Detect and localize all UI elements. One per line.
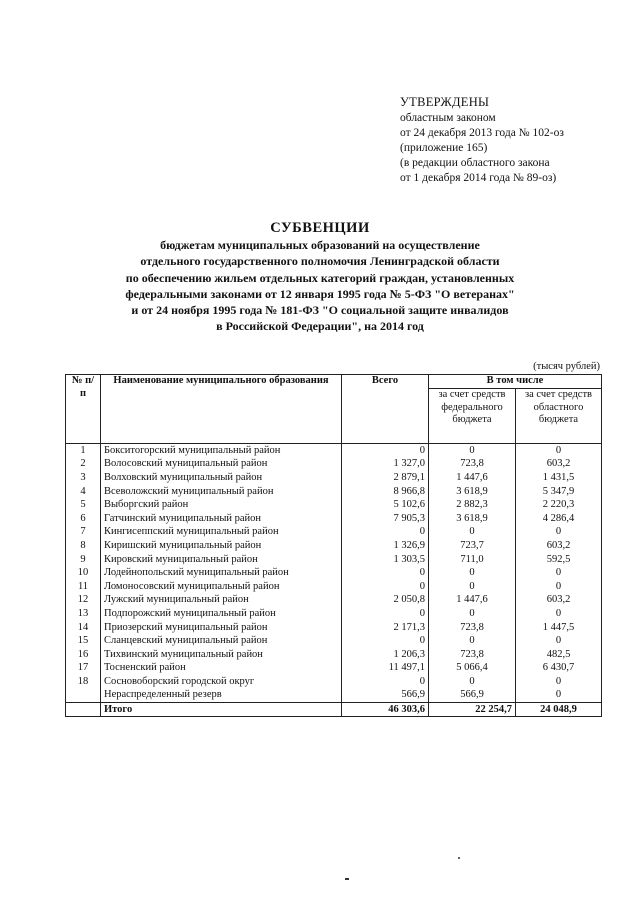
header-num: № п/п [66, 375, 101, 444]
row-number: 9 [66, 553, 101, 567]
row-name: Гатчинский муниципальный район [101, 512, 342, 526]
title-main: СУБВЕНЦИИ [270, 220, 370, 236]
row-total: 1 327,0 [342, 458, 429, 472]
row-regional: 0 [516, 634, 602, 648]
approval-line: от 1 декабря 2014 года № 89-оз) [400, 172, 557, 184]
total-regional: 24 048,9 [516, 703, 602, 717]
row-name: Всеволожский муниципальный район [101, 485, 342, 499]
table-row [66, 621, 602, 635]
row-number [66, 689, 101, 703]
row-federal: 0 [429, 566, 516, 580]
row-regional: 592,5 [516, 553, 602, 567]
row-number: 17 [66, 662, 101, 676]
approval-line: (приложение 165) [400, 142, 488, 154]
table-row [66, 566, 602, 580]
row-regional: 0 [516, 607, 602, 621]
row-federal: 3 618,9 [429, 512, 516, 526]
row-name: Нераспределенный резерв [101, 689, 342, 703]
row-regional: 0 [516, 689, 602, 703]
row-total: 7 905,3 [342, 512, 429, 526]
total-sum: 46 303,6 [342, 703, 429, 717]
subventions-table [65, 374, 602, 717]
header-total: Всего [342, 375, 429, 444]
total-label: Итого [101, 703, 342, 717]
row-regional: 0 [516, 580, 602, 594]
row-total: 2 879,1 [342, 471, 429, 485]
row-total: 2 050,8 [342, 594, 429, 608]
approval-line: областным законом [400, 112, 496, 124]
row-federal: 566,9 [429, 689, 516, 703]
row-total: 0 [342, 444, 429, 458]
table-row [66, 539, 602, 553]
table-row [66, 444, 602, 458]
row-number: 1 [66, 444, 101, 458]
row-name: Лужский муниципальный район [101, 594, 342, 608]
row-number: 11 [66, 580, 101, 594]
title-line: федеральными законами от 12 января 1995 года № 5-ФЗ "О ветеранах" [125, 286, 515, 301]
row-federal: 723,8 [429, 458, 516, 472]
row-name: Сланцевский муниципальный район [101, 634, 342, 648]
row-federal: 0 [429, 634, 516, 648]
row-regional: 603,2 [516, 539, 602, 553]
row-name: Ломоносовский муниципальный район [101, 580, 342, 594]
header-including: В том числе [429, 375, 602, 389]
row-total: 1 326,9 [342, 539, 429, 553]
row-number: 5 [66, 498, 101, 512]
scan-speck [458, 857, 460, 859]
row-total: 0 [342, 607, 429, 621]
row-regional: 1 431,5 [516, 471, 602, 485]
table-row [66, 458, 602, 472]
table-row [66, 634, 602, 648]
row-regional: 0 [516, 675, 602, 689]
table-body [66, 444, 602, 703]
row-regional: 603,2 [516, 458, 602, 472]
title-line: и от 24 ноября 1995 года № 181-ФЗ "О социальной защите инвалидов [131, 303, 509, 318]
row-regional: 6 430,7 [516, 662, 602, 676]
row-number: 12 [66, 594, 101, 608]
row-total: 0 [342, 580, 429, 594]
row-total: 11 497,1 [342, 662, 429, 676]
row-number: 4 [66, 485, 101, 499]
row-name: Кировский муниципальный район [101, 553, 342, 567]
row-total: 1 206,3 [342, 648, 429, 662]
title-line: отдельного государственного полномочия Ленинградской области [140, 254, 500, 269]
row-number: 15 [66, 634, 101, 648]
row-number: 16 [66, 648, 101, 662]
row-name: Волосовский муниципальный район [101, 458, 342, 472]
row-number: 7 [66, 526, 101, 540]
total-num [66, 703, 101, 717]
row-regional: 4 286,4 [516, 512, 602, 526]
row-federal: 2 882,3 [429, 498, 516, 512]
header-federal: за счет средств федерального бюджета [429, 389, 516, 444]
row-number: 13 [66, 607, 101, 621]
title-line: в Российской Федерации", на 2014 год [216, 319, 424, 334]
table-row [66, 648, 602, 662]
row-total: 5 102,6 [342, 498, 429, 512]
row-federal: 711,0 [429, 553, 516, 567]
row-federal: 1 447,6 [429, 471, 516, 485]
table-row [66, 689, 602, 703]
row-number: 8 [66, 539, 101, 553]
table-row [66, 594, 602, 608]
header-name: Наименование муниципального образования [101, 375, 342, 444]
row-regional: 0 [516, 566, 602, 580]
row-regional: 0 [516, 526, 602, 540]
row-number: 18 [66, 675, 101, 689]
table-row [66, 553, 602, 567]
row-federal: 3 618,9 [429, 485, 516, 499]
row-total: 2 171,3 [342, 621, 429, 635]
row-regional: 0 [516, 444, 602, 458]
approval-line: от 24 декабря 2013 года № 102-оз [400, 127, 564, 139]
row-name: Киришский муниципальный район [101, 539, 342, 553]
row-name: Приозерский муниципальный район [101, 621, 342, 635]
table-row [66, 580, 602, 594]
row-number: 3 [66, 471, 101, 485]
row-name: Выборгский район [101, 498, 342, 512]
row-name: Подпорожский муниципальный район [101, 607, 342, 621]
row-number: 6 [66, 512, 101, 526]
row-regional: 603,2 [516, 594, 602, 608]
row-name: Лодейнопольский муниципальный район [101, 566, 342, 580]
total-row [66, 703, 602, 717]
row-federal: 0 [429, 580, 516, 594]
header-regional: за счет средств областного бюджета [516, 389, 602, 444]
table-row [66, 498, 602, 512]
row-total: 1 303,5 [342, 553, 429, 567]
row-name: Тосненский район [101, 662, 342, 676]
row-name: Бокситогорский муниципальный район [101, 444, 342, 458]
table-row [66, 471, 602, 485]
row-total: 8 966,8 [342, 485, 429, 499]
approval-line: (в редакции областного закона [400, 157, 550, 169]
row-federal: 5 066,4 [429, 662, 516, 676]
row-total: 0 [342, 634, 429, 648]
row-federal: 723,7 [429, 539, 516, 553]
table-row [66, 607, 602, 621]
row-name: Волховский муниципальный район [101, 471, 342, 485]
row-federal: 0 [429, 607, 516, 621]
total-federal: 22 254,7 [429, 703, 516, 717]
units-note: (тысяч рублей) [533, 361, 600, 372]
title-line: бюджетам муниципальных образований на осуществление [160, 238, 480, 252]
table-row [66, 485, 602, 499]
row-name: Кингисеппский муниципальный район [101, 526, 342, 540]
scan-speck [345, 878, 349, 880]
row-total: 0 [342, 675, 429, 689]
row-name: Тихвинский муниципальный район [101, 648, 342, 662]
row-number: 10 [66, 566, 101, 580]
row-federal: 0 [429, 444, 516, 458]
table-row [66, 675, 602, 689]
row-federal: 723,8 [429, 648, 516, 662]
row-total: 566,9 [342, 689, 429, 703]
approval-block [400, 95, 630, 186]
row-total: 0 [342, 526, 429, 540]
row-number: 14 [66, 621, 101, 635]
title-line: по обеспечению жильем отдельных категорий граждан, установленных [125, 270, 515, 285]
row-federal: 0 [429, 526, 516, 540]
row-number: 2 [66, 458, 101, 472]
row-regional: 1 447,5 [516, 621, 602, 635]
row-regional: 482,5 [516, 648, 602, 662]
table-row [66, 662, 602, 676]
row-name: Сосновоборский городской округ [101, 675, 342, 689]
row-regional: 2 220,3 [516, 498, 602, 512]
row-federal: 0 [429, 675, 516, 689]
row-regional: 5 347,9 [516, 485, 602, 499]
document-title [60, 219, 580, 335]
table-row [66, 526, 602, 540]
table-row [66, 512, 602, 526]
approval-heading: УТВЕРЖДЕНЫ [400, 95, 490, 109]
row-federal: 1 447,6 [429, 594, 516, 608]
row-federal: 723,8 [429, 621, 516, 635]
row-total: 0 [342, 566, 429, 580]
